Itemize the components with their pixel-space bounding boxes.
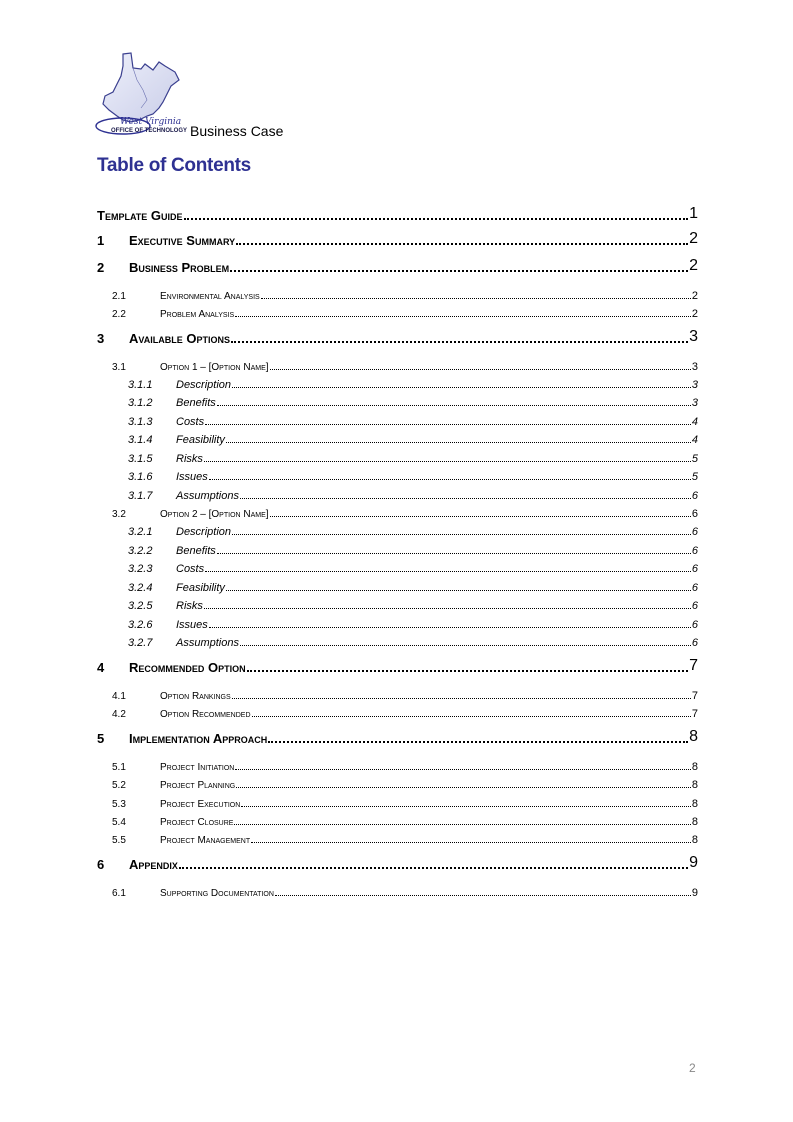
toc-entry-number: 3.2.5 xyxy=(128,600,153,612)
toc-entry[interactable] xyxy=(97,373,698,391)
toc-entry-label: Issues xyxy=(176,471,208,483)
toc-dot-leader xyxy=(240,488,691,499)
toc-dot-leader xyxy=(204,451,691,462)
toc-entry[interactable] xyxy=(97,205,698,223)
toc-entry-page: 6 xyxy=(691,600,698,612)
toc-entry[interactable] xyxy=(97,391,698,409)
toc-dot-leader xyxy=(232,524,691,535)
toc-entry[interactable] xyxy=(97,502,698,520)
toc-entry-label: Recommended Option xyxy=(129,660,246,675)
toc-entry[interactable] xyxy=(97,328,698,346)
toc-entry-label: Problem Analysis xyxy=(160,309,235,320)
toc-entry[interactable] xyxy=(97,465,698,483)
toc-entry-page: 2 xyxy=(691,290,698,302)
toc-entry-label: Benefits xyxy=(176,545,216,557)
toc-entry-number: 3.2.4 xyxy=(128,582,153,594)
toc-entry-label: Option Rankings xyxy=(160,691,231,702)
logo-caption-text: OFFICE OF TECHNOLOGY xyxy=(111,128,187,134)
toc-entry-page: 9 xyxy=(689,854,698,871)
toc-entry-number: 3.1.2 xyxy=(128,397,153,409)
toc-title: Table of Contents xyxy=(97,155,251,176)
toc-entry-number: 5.2 xyxy=(112,780,126,791)
toc-entry-label: Costs xyxy=(176,563,205,575)
toc-entry-page: 7 xyxy=(691,708,698,720)
toc-entry-label: Description xyxy=(176,526,232,538)
toc-entry-number: 3.2.3 xyxy=(128,563,153,575)
toc-entry[interactable] xyxy=(97,447,698,465)
toc-entry-number: 4 xyxy=(97,660,105,675)
toc-entry-number: 3.1.6 xyxy=(128,471,153,483)
toc-dot-leader xyxy=(236,233,688,245)
toc-entry[interactable] xyxy=(97,230,698,248)
toc-entry-page: 2 xyxy=(689,257,698,274)
toc-dot-leader xyxy=(252,706,691,717)
toc-entry-number: 4.2 xyxy=(112,709,126,720)
toc-dot-leader xyxy=(204,598,691,609)
toc-entry-page: 5 xyxy=(691,471,698,483)
toc-dot-leader xyxy=(268,731,688,743)
toc-dot-leader xyxy=(217,543,691,554)
toc-entry-label: Project Planning xyxy=(160,780,236,791)
toc-entry-label: Project Execution xyxy=(160,799,241,810)
toc-entry[interactable] xyxy=(97,557,698,575)
toc-entry-number: 6 xyxy=(97,857,105,872)
toc-entry-label: Feasibility xyxy=(176,434,225,446)
toc-entry-label: Description xyxy=(176,379,232,391)
toc-entry[interactable] xyxy=(97,520,698,538)
toc-entry-page: 8 xyxy=(691,779,698,791)
toc-entry[interactable] xyxy=(97,257,698,275)
toc-dot-leader xyxy=(241,796,691,807)
toc-entry-label: Option 1 – [Option Name] xyxy=(160,362,269,373)
toc-entry-page: 6 xyxy=(691,545,698,557)
toc-entry-number: 6.1 xyxy=(112,888,126,899)
toc-entry[interactable] xyxy=(97,576,698,594)
toc-dot-leader xyxy=(205,561,691,572)
logo-script-text: West Virginia xyxy=(120,117,182,127)
toc-entry-page: 3 xyxy=(689,328,698,345)
toc-entry-number: 5.1 xyxy=(112,762,126,773)
toc-entry[interactable] xyxy=(97,854,698,872)
toc-entry-page: 9 xyxy=(691,887,698,899)
toc-dot-leader xyxy=(226,432,691,443)
toc-entry-number: 4.1 xyxy=(112,691,126,702)
toc-entry[interactable] xyxy=(97,284,698,302)
toc-dot-leader xyxy=(235,759,691,770)
toc-dot-leader xyxy=(234,814,690,825)
toc-entry-page: 3 xyxy=(691,397,698,409)
toc-entry-label: Executive Summary xyxy=(129,233,236,248)
toc-entry-number: 3.2.2 xyxy=(128,545,153,557)
toc-dot-leader xyxy=(261,288,691,299)
toc-entry-page: 3 xyxy=(691,379,698,391)
toc-entry-number: 2.1 xyxy=(112,291,126,302)
toc-entry-page: 4 xyxy=(691,416,698,428)
toc-entry-number: 5 xyxy=(97,731,105,746)
toc-entry[interactable] xyxy=(97,702,698,720)
toc-entry-number: 5.3 xyxy=(112,799,126,810)
toc-entry-label: Assumptions xyxy=(176,490,239,502)
toc-entry-label: Benefits xyxy=(176,397,216,409)
toc-dot-leader xyxy=(240,635,691,646)
wv-office-of-technology-logo xyxy=(93,50,189,136)
toc-dot-leader xyxy=(209,469,691,480)
toc-entry[interactable] xyxy=(97,773,698,791)
toc-entry[interactable] xyxy=(97,484,698,502)
toc-entry-page: 6 xyxy=(691,582,698,594)
toc-entry[interactable] xyxy=(97,613,698,631)
toc-entry-number: 3.1.5 xyxy=(128,453,153,465)
toc-entry-page: 6 xyxy=(691,637,698,649)
toc-dot-leader xyxy=(205,414,691,425)
toc-entry[interactable] xyxy=(97,881,698,899)
toc-entry-page: 6 xyxy=(691,526,698,538)
toc-entry-label: Template Guide xyxy=(97,208,183,223)
toc-entry-number: 3.2.7 xyxy=(128,637,153,649)
toc-entry-label: Appendix xyxy=(129,857,178,872)
toc-entry-label: Feasibility xyxy=(176,582,225,594)
toc-entry-label: Project Initiation xyxy=(160,762,235,773)
toc-entry-number: 3.1.4 xyxy=(128,434,153,446)
toc-entry[interactable] xyxy=(97,539,698,557)
toc-entry-number: 5.5 xyxy=(112,835,126,846)
toc-dot-leader xyxy=(226,580,691,591)
toc-entry[interactable] xyxy=(97,302,698,320)
toc-entry-page: 2 xyxy=(689,230,698,247)
toc-entry-label: Issues xyxy=(176,619,208,631)
toc-dot-leader xyxy=(232,377,691,388)
toc-entry-label: Supporting Documentation xyxy=(160,888,274,899)
toc-entry-number: 2 xyxy=(97,260,105,275)
toc-dot-leader xyxy=(275,885,691,896)
toc-entry[interactable] xyxy=(97,355,698,373)
toc-entry[interactable] xyxy=(97,755,698,773)
toc-entry[interactable] xyxy=(97,810,698,828)
toc-dot-leader xyxy=(209,617,691,628)
toc-entry-number: 2.2 xyxy=(112,309,126,320)
toc-dot-leader xyxy=(236,777,691,788)
toc-entry-number: 3.1.3 xyxy=(128,416,153,428)
toc-entry-page: 1 xyxy=(689,205,698,222)
toc-dot-leader xyxy=(270,359,691,370)
toc-entry-label: Risks xyxy=(176,453,203,465)
toc-entry-label: Option Recommended xyxy=(160,709,251,720)
toc-dot-leader xyxy=(217,395,691,406)
toc-entry-page: 7 xyxy=(691,690,698,702)
toc-entry-label: Environmental Analysis xyxy=(160,291,260,302)
toc-dot-leader xyxy=(184,208,689,220)
toc-entry-page: 6 xyxy=(691,508,698,520)
toc-entry-label: Risks xyxy=(176,600,203,612)
toc-entry-number: 3 xyxy=(97,331,105,346)
toc-dot-leader xyxy=(235,306,691,317)
toc-entry-number: 3.2 xyxy=(112,509,126,520)
toc-entry-label: Implementation Approach xyxy=(129,731,268,746)
toc-entry-label: Costs xyxy=(176,416,205,428)
toc-entry-page: 8 xyxy=(691,798,698,810)
toc-dot-leader xyxy=(230,260,688,272)
toc-entry-page: 6 xyxy=(691,563,698,575)
toc-entry[interactable] xyxy=(97,631,698,649)
toc-entry-label: Business Problem xyxy=(129,260,230,275)
toc-entry-page: 7 xyxy=(689,657,698,674)
toc-dot-leader xyxy=(232,688,691,699)
toc-entry-number: 5.4 xyxy=(112,817,126,828)
document-type-heading: Business Case xyxy=(190,123,284,139)
toc-entry-page: 3 xyxy=(691,361,698,373)
toc-entry-page: 4 xyxy=(691,434,698,446)
toc-entry[interactable] xyxy=(97,684,698,702)
toc-dot-leader xyxy=(247,660,688,672)
toc-dot-leader xyxy=(231,331,688,343)
toc-entry[interactable] xyxy=(97,792,698,810)
toc-entry-number: 3.2.1 xyxy=(128,526,153,538)
toc-entry-label: Available Options xyxy=(129,331,230,346)
toc-entry-page: 8 xyxy=(689,728,698,745)
toc-entry-page: 8 xyxy=(691,834,698,846)
toc-entry-page: 6 xyxy=(691,490,698,502)
toc-entry-page: 8 xyxy=(691,761,698,773)
toc-entry[interactable] xyxy=(97,657,698,675)
toc-entry[interactable] xyxy=(97,428,698,446)
toc-entry[interactable] xyxy=(97,828,698,846)
toc-entry[interactable] xyxy=(97,410,698,428)
toc-entry-number: 3.1 xyxy=(112,362,126,373)
toc-entry-number: 3.2.6 xyxy=(128,619,153,631)
toc-entry-label: Option 2 – [Option Name] xyxy=(160,509,269,520)
toc-entry-page: 2 xyxy=(691,308,698,320)
toc-dot-leader xyxy=(251,832,691,843)
toc-entry-label: Project Closure xyxy=(160,817,234,828)
toc-entry-page: 5 xyxy=(691,453,698,465)
toc-entry[interactable] xyxy=(97,594,698,612)
toc-entry-label: Assumptions xyxy=(176,637,239,649)
toc-entry[interactable] xyxy=(97,728,698,746)
toc-entry-number: 1 xyxy=(97,233,105,248)
toc-entry-number: 3.1.7 xyxy=(128,490,153,502)
page-number: 2 xyxy=(689,1061,696,1075)
toc-entry-page: 6 xyxy=(691,619,698,631)
toc-entry-page: 8 xyxy=(691,816,698,828)
toc-dot-leader xyxy=(270,506,691,517)
toc-entry-label: Project Management xyxy=(160,835,251,846)
toc-dot-leader xyxy=(179,857,688,869)
toc-entry-number: 3.1.1 xyxy=(128,379,153,391)
